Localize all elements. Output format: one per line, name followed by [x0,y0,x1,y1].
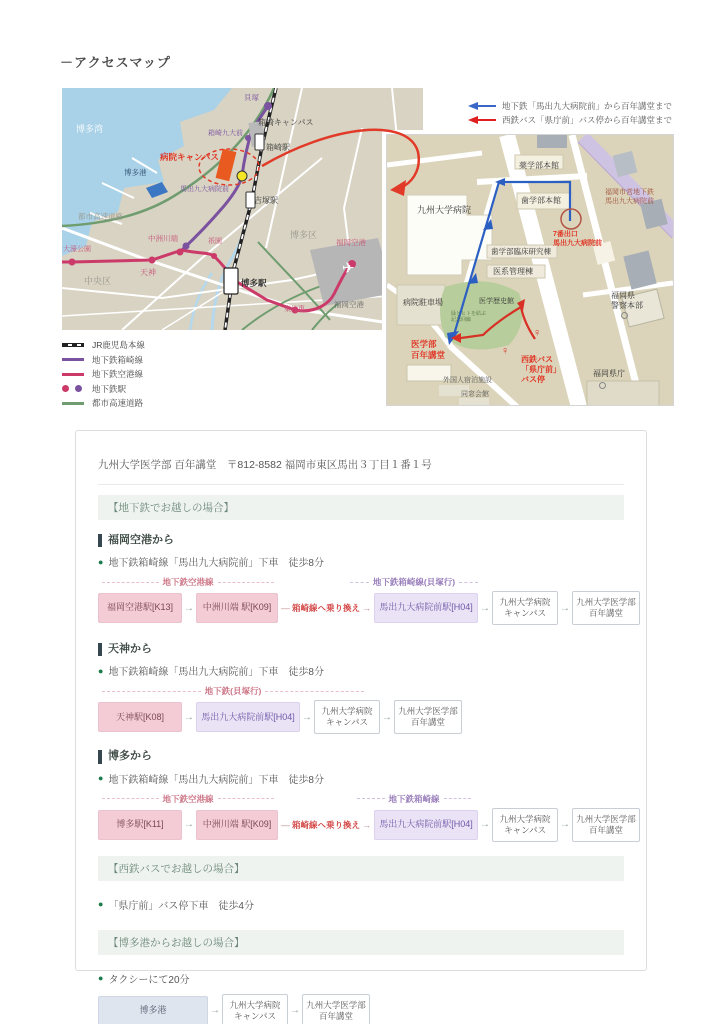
transfer-note: — 箱崎線へ乗り換え → [281,603,372,614]
label-chuo-ku: 中央区 [84,276,112,286]
overview-map-legend [62,338,145,411]
legend-item: 地下鉄箱崎線 [62,353,145,368]
station-node: 中洲川端 駅[K09] [196,810,278,840]
arrow-icon: → [290,1005,300,1017]
label-hakozaki-kyudai-mae: 箱崎九大前 [208,130,243,137]
label-pharmacy-bldg: 薬学部本館 [519,161,559,170]
label-dent-research-bldg: 歯学部臨床研究棟 [491,247,551,256]
note-from-airport: ● 地下鉄箱崎線「馬出九大病院前」下車 徒歩8分 [98,556,324,570]
arrow-icon: → [480,819,491,831]
section-subway: 【地下鉄でお越しの場合】 [98,495,624,520]
legend-item: JR鹿児島本線 [62,338,145,353]
route-diagram-tenjin [98,700,624,734]
label-kyushu-univ-hospital: 九州大学病院 [417,205,472,215]
label-med-admin-bldg: 医系管理棟 [493,267,533,276]
red-arrow-icon [468,116,496,124]
hakozaki-line-swatch [62,358,84,361]
arrow-icon: → [184,711,194,723]
heading-from-hakata: 博多から [98,750,624,763]
note-port: ● タクシーにて20分 [98,973,190,986]
label-exit-7: 7番出口 馬出九大病院前 [553,231,602,247]
station-node: 馬出九大病院前駅[H04] [196,702,300,732]
arrow-icon: → [184,602,194,614]
arrow-icon: → [560,602,571,614]
label-centennial-hall: 医学部 百年講堂 [411,339,446,360]
line-label-airport-line: 地下鉄空港線 [98,793,278,805]
destination-node: 九州大学病院 キャンパス [492,591,558,625]
page-title: －アクセスマップ [60,55,171,70]
station-node: 馬出九大病院前駅[H04] [374,593,478,623]
line-label-kaizuka: 地下鉄(貝塚行) [98,685,368,697]
note-from-tenjin: ● 地下鉄箱崎線「馬出九大病院前」下車 徒歩8分 [98,665,324,679]
line-labels-tenjin [98,685,626,698]
label-hakata-port: 博多港 [124,168,147,177]
line-label-hakozaki-line: 地下鉄箱崎線(貝塚行) [346,576,482,588]
subway-station-swatch [62,385,84,393]
overview-map-graphics [62,88,423,330]
label-expressway: 都市高速道路 [78,212,123,221]
label-gion: 祇園 [208,238,222,245]
label-city-subway: 福岡市営地下鉄 馬出九大病院前 [605,189,654,205]
airport-line-swatch [62,373,84,376]
label-police-hq: 福岡県 警察本部 [611,291,643,310]
bus-stop-icon: ♀ [501,345,510,357]
label-dentistry-bldg: 歯学部本館 [521,196,561,205]
jr-line-swatch [62,343,84,347]
destination-node: 九州大学病院 キャンパス [222,994,288,1024]
route-diagram-hakata [98,808,636,842]
legend-item: 地下鉄空港線 [62,367,145,382]
arrow-icon: → [560,819,571,831]
pref-office-marker [599,382,606,389]
label-ohori-park: 大濠公園 [63,246,91,253]
label-kaizuka: 貝塚 [244,93,259,102]
line-labels-airport [98,576,626,589]
destination-node: 九州大学医学部 百年講堂 [302,994,370,1024]
subway-route-legend: 地下鉄「馬出九大病院前」から百年講堂まで [372,100,672,112]
police-hq-marker [621,312,628,319]
label-alumni-hall: 同窓会館 [461,391,489,398]
legend-item: 地下鉄駅 [62,382,145,397]
arrow-icon: → [184,819,194,831]
label-airport-area: 福岡空港 [334,300,364,309]
destination-node: 九州大学病院 キャンパス [492,808,558,842]
label-nakasu-kawabata: 中洲川端 [148,234,178,243]
bus-stop-icon: ♀ [533,327,542,339]
label-guest-house: 外国人宿泊施設 [443,377,492,384]
overview-map [62,88,423,330]
bullet-icon: ● [98,899,104,910]
plane-icon: ✈ [342,260,355,277]
label-airport-station: 福岡空港 [336,238,366,247]
bullet-icon: ● [98,556,104,567]
label-memorial-garden: 緑とヒトを結ぶ 記念回廊 [451,311,487,324]
blue-arrow-icon [468,102,496,110]
bullet-icon: ● [98,773,104,784]
label-hakozaki-campus: 箱崎キャンパス [258,118,314,127]
route-diagram-port [98,994,624,1024]
expressway-swatch [62,402,84,405]
label-yoshizuka-station: 吉塚駅 [254,196,278,205]
heading-from-tenjin: 天神から [98,643,624,656]
bullet-icon: ● [98,973,104,984]
destination-node: 九州大学病院 キャンパス [314,700,380,734]
note-bus: ● 「県庁前」バス停下車 徒歩4分 [98,899,254,912]
destination-node: 九州大学医学部 百年講堂 [572,591,640,625]
label-pref-office: 福岡県庁 [593,369,625,378]
station-node: 福岡空港駅[K13] [98,593,182,623]
line-label-hakozaki-line: 地下鉄箱崎線 [353,793,475,805]
line-label-airport-line: 地下鉄空港線 [98,576,278,588]
route-diagram-airport [98,591,636,625]
destination-node: 九州大学医学部 百年講堂 [394,700,462,734]
arrow-icon: → [382,711,392,723]
label-tenjin: 天神 [140,268,156,277]
label-nishitetsu-bus-stop: 西鉄バス 「県庁前」 バス停 [521,355,561,384]
heading-from-airport: 福岡空港から [98,534,624,547]
detail-map [386,134,674,406]
station-node: 中洲川端 駅[K09] [196,593,278,623]
station-node: 馬出九大病院前駅[H04] [374,810,478,840]
label-hakata-ku: 博多区 [290,230,318,240]
section-port: 【博多港からお越しの場合】 [98,930,624,955]
note-from-hakata: ● 地下鉄箱崎線「馬出九大病院前」下車 徒歩8分 [98,773,324,786]
label-hospital-parking: 病院駐車場 [403,298,443,307]
line-labels-hakata [98,793,626,806]
access-info-panel [75,430,647,1021]
station-node: 博多駅[K11] [98,810,182,840]
address-line: 九州大学医学部 百年講堂 〒812-8582 福岡市東区馬出３丁目１番１号 [98,457,624,485]
label-maidashi: 馬出九大病院前 [180,186,229,193]
label-hospital-campus: 病院キャンパス [160,152,219,162]
bus-route-legend: 西鉄バス「県庁前」バス停から百年講堂まで [372,114,672,126]
label-hakata-bay: 博多湾 [76,124,104,134]
label-medical-history-hall: 医学歴史館 [479,298,514,305]
bullet-icon: ● [98,665,104,676]
station-node: 天神駅[K08] [98,702,182,732]
arrow-icon: → [302,711,312,723]
label-higashi-hie: 東比恵 [284,306,305,313]
label-hakata-station: 博多駅 [241,278,267,288]
destination-node: 九州大学医学部 百年講堂 [572,808,640,842]
transfer-note: — 箱崎線へ乗り換え → [281,819,372,830]
label-hakozaki-station: 箱崎駅 [266,143,290,152]
arrow-icon: → [480,602,491,614]
legend-item: 都市高速道路 [62,396,145,411]
arrow-icon: → [210,1005,220,1017]
origin-node: 博多港 [98,996,208,1024]
section-bus: 【西鉄バスでお越しの場合】 [98,856,624,881]
